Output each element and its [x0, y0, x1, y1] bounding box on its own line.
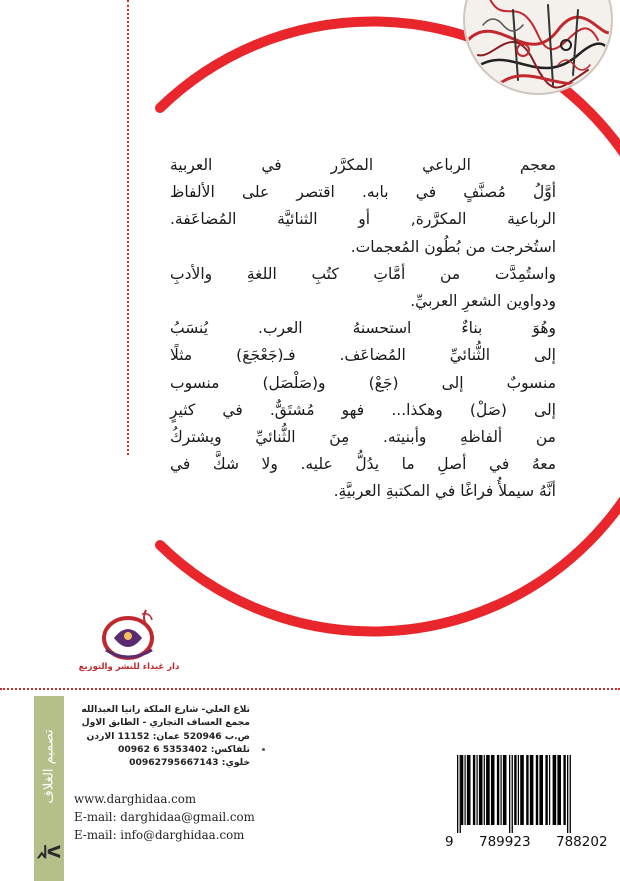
description-line: أنَّهُ سيملأُ فراغًا في المكتبةِ العربيَّةِ. — [333, 482, 556, 501]
mobile-line — [74, 756, 250, 769]
barcode-bar — [479, 755, 483, 825]
publisher-logo-name: دار غيداء للنشر والتوزيع — [78, 662, 180, 672]
publisher-address — [74, 703, 250, 769]
description-line: معجم الرباعي المكرَّر في العربية — [170, 156, 556, 174]
barcode-bar — [467, 755, 471, 825]
barcode-bar — [473, 755, 475, 825]
barcode-bar — [514, 755, 516, 825]
barcode-bar — [491, 755, 495, 825]
postcode: 11152 — [117, 730, 150, 742]
website-link[interactable]: www.darghidaa.com — [74, 792, 197, 806]
description-line: استُخرجت من بُطُون المُعجمات. — [350, 237, 556, 256]
isbn-group-1: 789923 — [479, 834, 531, 850]
barcode-bar — [461, 755, 463, 825]
description-line: أوَّلُ مُصنَّفٍ في بابه. اقتصر على الألفاظ — [170, 183, 556, 202]
fax-number: 00962 6 5353402 — [118, 743, 208, 755]
barcode-bar — [557, 755, 561, 825]
designer-logo — [36, 840, 62, 864]
book-description — [170, 152, 556, 506]
isbn-barcode — [455, 755, 615, 833]
barcode-bar — [553, 755, 557, 825]
fax-line — [74, 743, 250, 756]
barcode-guard-bar — [460, 755, 461, 833]
description-line: وهُوَ بناءٌ استحسنهُ العرب. يُنسَبُ — [170, 319, 556, 338]
barcode-bar — [520, 755, 524, 825]
barcode-bar — [530, 755, 534, 825]
description-line: واستُمِدَّت من أمَّاتِ كتُبِ اللغةِ والأدبِ — [170, 264, 556, 283]
barcode-bar — [477, 755, 478, 825]
barcode-bar — [518, 755, 519, 825]
barcode-bar — [497, 755, 499, 825]
barcode-guard-bar — [567, 755, 568, 833]
separator-dot — [262, 748, 265, 751]
description-line: من ألفاظهِ وأبنيته. مِنَ الثُّنائيِّ ويشتركُ — [170, 428, 556, 447]
pobox-line — [74, 730, 250, 743]
cover-design-label-wrap — [34, 696, 64, 836]
mobile-label: خلوي: — [221, 757, 250, 769]
email-link[interactable]: E-mail: info@darghidaa.com — [74, 828, 245, 842]
barcode-bar — [465, 755, 466, 825]
pobox-number: 520946 — [183, 730, 222, 742]
description-line: إلى (صَلْ) وهكذا... فهو مُشتَقٌّ. في كثيرٍ — [170, 400, 556, 419]
pobox-label: ص.ب — [224, 730, 250, 742]
barcode-guard-bar — [512, 755, 513, 833]
barcode-bar — [563, 755, 565, 825]
isbn-group-2: 788202 — [556, 834, 608, 850]
isbn-first-digit: 9 — [445, 834, 454, 850]
barcode-bar — [526, 755, 528, 825]
fax-label: تلفاكس: — [210, 743, 250, 755]
address-line: مجمع العساف التجاري - الطابق الاول — [81, 717, 250, 729]
country: الاردن — [86, 730, 115, 742]
description-line: إلى الثُّنائيِّ المُضاعَف. فـ(جَعْجَعَ) مثلًا — [170, 346, 556, 365]
horizontal-dotted-line — [0, 688, 620, 690]
barcode-bar — [539, 755, 543, 825]
designer-logo-mark: ᖽᐸ — [36, 843, 62, 863]
cover-design-label: تصميم الغلاف — [41, 728, 57, 804]
barcode-guard-bar — [509, 755, 510, 833]
description-line: ودواوين الشعرِ العربيِّ. — [410, 292, 556, 311]
barcode-guard-bar — [570, 755, 571, 833]
barcode-bar — [545, 755, 547, 825]
mobile-number: 00962795667143 — [129, 757, 219, 769]
address-line: تلاع العلي- شارع الملكة رانيا العبدالله — [81, 704, 250, 715]
publisher-contact — [74, 790, 255, 844]
calligraphy-medallion-image — [458, 0, 618, 96]
email-link[interactable]: E-mail: darghidaa@gmail.com — [74, 810, 255, 824]
barcode-bar — [501, 755, 502, 825]
barcode-bar — [486, 755, 490, 825]
description-line: الرباعية المكرَّرة, أو الثنائيَّة المُضاعَفة. — [170, 210, 556, 229]
city: عمان: — [152, 730, 181, 742]
barcode-guard-bar — [457, 755, 458, 833]
barcode-bar — [549, 755, 550, 825]
description-line: معهُ في أصلِ ما يدُلُّ عليه. ولا شكَّ في — [170, 455, 556, 474]
barcode-bar — [484, 755, 485, 825]
description-line: منسوبٌ إلى (جَعْ) و(صَلْصَل) منسوب — [170, 373, 556, 392]
barcode-bar — [536, 755, 538, 825]
barcode-bar — [503, 755, 507, 825]
